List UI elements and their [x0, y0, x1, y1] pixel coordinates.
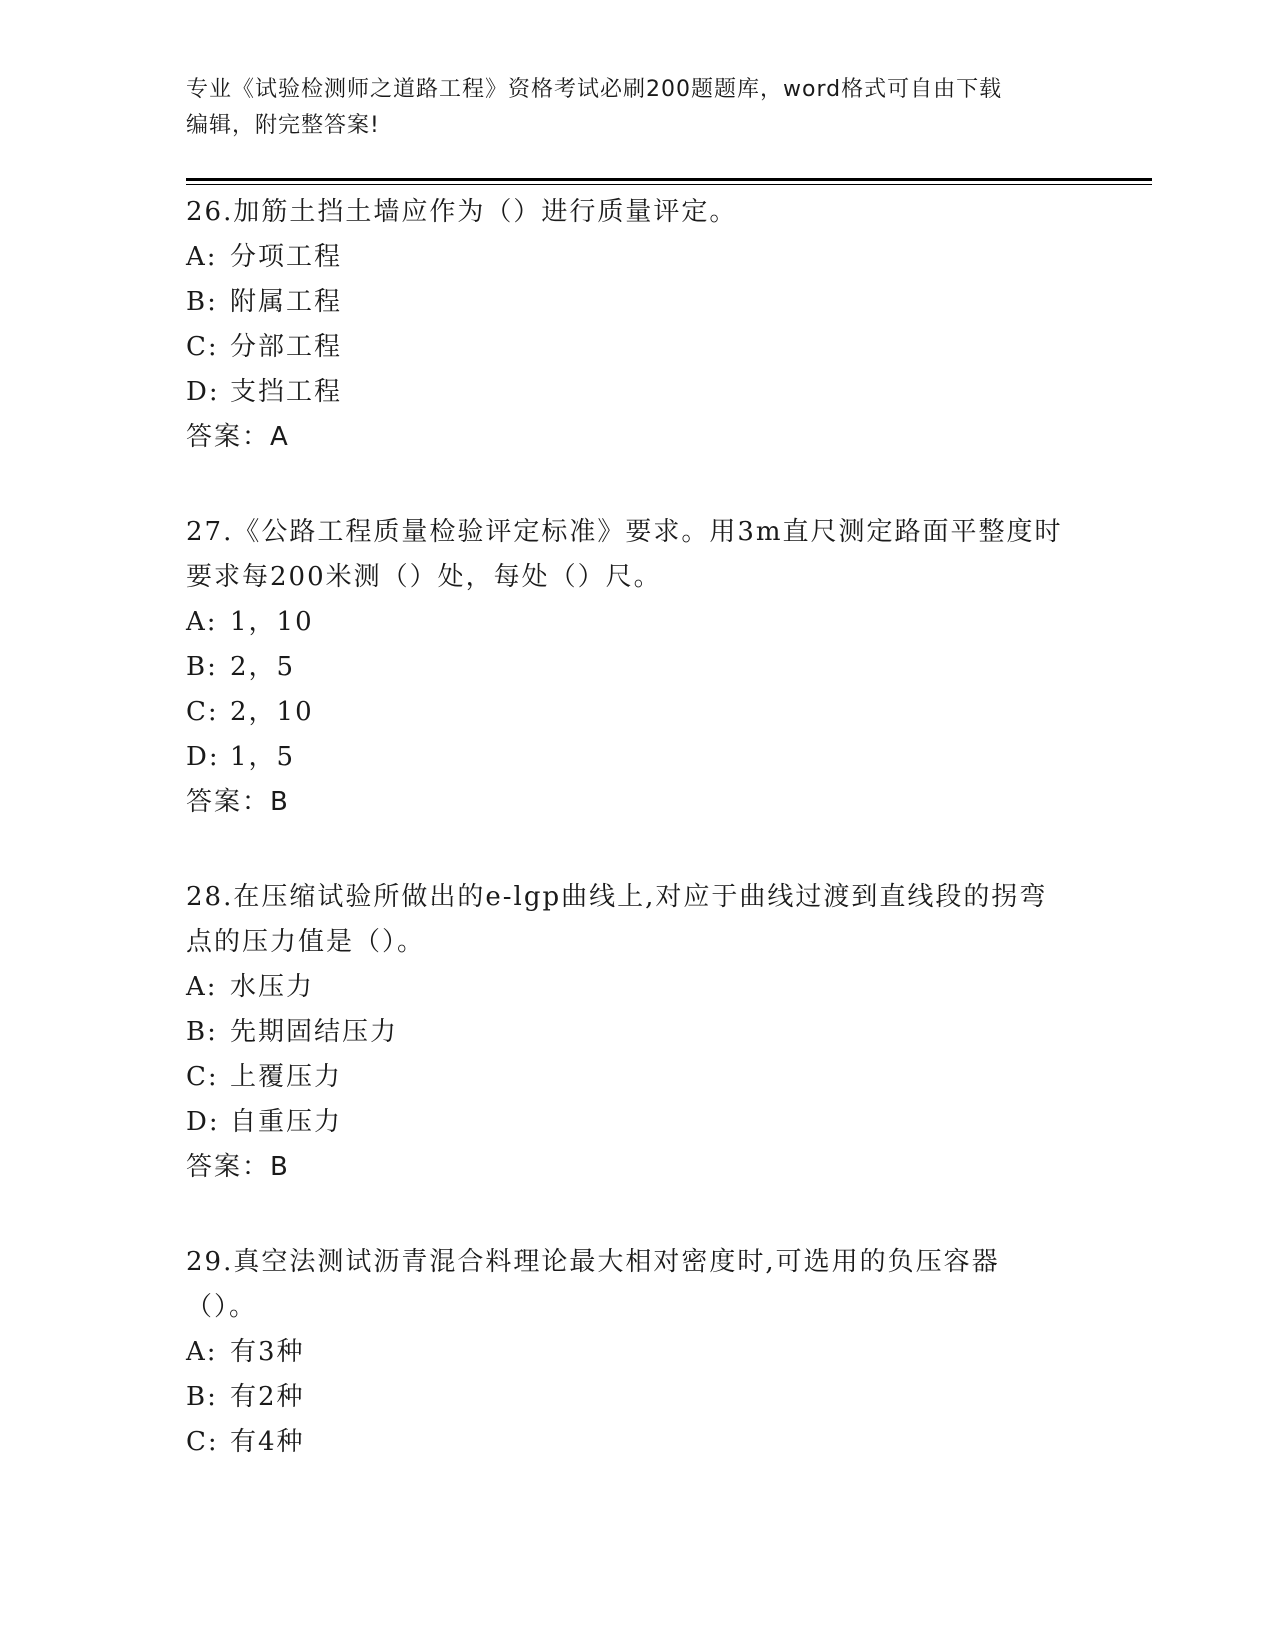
- option-text: 自重压力: [230, 1107, 343, 1137]
- header-divider-thick: [186, 178, 1152, 181]
- question-28: [186, 875, 1066, 1190]
- option-text: 有2种: [230, 1382, 305, 1412]
- answer: 答案：B: [186, 787, 290, 817]
- option-c: [186, 325, 1066, 370]
- option-key: C:: [186, 1062, 219, 1092]
- option-key: A:: [186, 607, 218, 637]
- option-text: 支挡工程: [230, 377, 343, 407]
- option-text: 上覆压力: [230, 1062, 343, 1092]
- question-29: [186, 1240, 1066, 1465]
- option-b: [186, 645, 1066, 690]
- option-d: [186, 370, 1066, 415]
- option-key: C:: [186, 332, 219, 362]
- question-26: [186, 190, 1066, 460]
- question-stem: 27.《公路工程质量检验评定标准》要求。用3m直尺测定路面平整度时要求每200米测（）处，每处（）尺。: [186, 517, 1063, 592]
- option-key: B:: [186, 1382, 218, 1412]
- option-key: A:: [186, 1337, 218, 1367]
- option-c: [186, 1055, 1066, 1100]
- option-text: 分项工程: [230, 242, 343, 272]
- option-a: [186, 965, 1066, 1010]
- option-text: 有3种: [230, 1337, 305, 1367]
- option-key: C:: [186, 1427, 219, 1457]
- option-b: [186, 1010, 1066, 1055]
- option-key: A:: [186, 242, 218, 272]
- option-text: 水压力: [230, 972, 315, 1002]
- answer: 答案：B: [186, 1152, 290, 1182]
- option-text: 附属工程: [230, 287, 343, 317]
- option-c: [186, 1420, 1066, 1465]
- option-text: 2，5: [230, 652, 296, 682]
- option-key: C:: [186, 697, 219, 727]
- option-a: [186, 1330, 1066, 1375]
- option-key: B:: [186, 1017, 218, 1047]
- question-27: [186, 510, 1066, 825]
- option-b: [186, 280, 1066, 325]
- header-divider-thin: [186, 184, 1152, 185]
- option-text: 1，5: [230, 742, 296, 772]
- option-b: [186, 1375, 1066, 1420]
- option-text: 2，10: [230, 697, 314, 727]
- option-text: 有4种: [230, 1427, 305, 1457]
- document-header: [186, 72, 1086, 144]
- option-a: [186, 600, 1066, 645]
- option-key: D:: [186, 377, 220, 407]
- option-a: [186, 235, 1066, 280]
- option-c: [186, 690, 1066, 735]
- option-d: [186, 1100, 1066, 1145]
- option-text: 1，10: [230, 607, 314, 637]
- option-key: B:: [186, 652, 218, 682]
- option-d: [186, 735, 1066, 780]
- header-line-1: 专业《试验检测师之道路工程》资格考试必刷200题题库，word格式可自由下载: [186, 77, 1003, 102]
- question-stem: 26.加筋土挡土墙应作为（）进行质量评定。: [186, 197, 738, 227]
- option-text: 分部工程: [230, 332, 343, 362]
- question-list: [186, 190, 1066, 1515]
- option-key: D:: [186, 1107, 220, 1137]
- question-stem: 29.真空法测试沥青混合料理论最大相对密度时,可选用的负压容器（）。: [186, 1247, 1000, 1322]
- answer: 答案：A: [186, 422, 290, 452]
- option-text: 先期固结压力: [230, 1017, 399, 1047]
- option-key: D:: [186, 742, 220, 772]
- question-stem: 28.在压缩试验所做出的e-lgp曲线上,对应于曲线过渡到直线段的拐弯点的压力值是（）。: [186, 882, 1048, 957]
- option-key: B:: [186, 287, 218, 317]
- header-line-2: 编辑，附完整答案!: [186, 113, 380, 138]
- option-key: A:: [186, 972, 218, 1002]
